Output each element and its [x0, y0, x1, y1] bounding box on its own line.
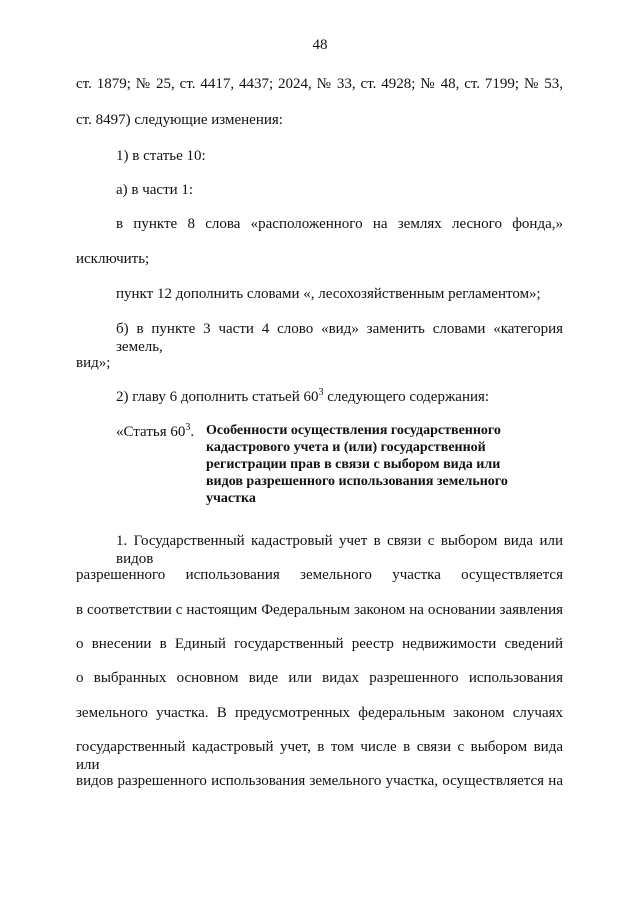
text-fragment: 2) главу 6 дополнить статьей 60: [116, 389, 319, 405]
article-label-text: «Статья 60: [116, 424, 186, 440]
text-line: исключить;: [76, 251, 150, 267]
text-line: о внесении в Единый государственный реестр недвижимости сведений: [76, 636, 563, 652]
text-line: 1. Государственный кадастровый учет в связи с выбором вида или видов: [116, 533, 563, 567]
text-line: земельного участка. В предусмотренных федеральным законом случаях: [76, 705, 563, 721]
article-label: [116, 423, 194, 441]
text-line: [116, 388, 489, 406]
text-line: 1) в статье 10:: [116, 148, 206, 164]
text-line: а) в части 1:: [116, 182, 194, 198]
text-line: ст. 1879; № 25, ст. 4417, 4437; 2024, № 33, ст. 4928; № 48, ст. 7199; № 53,: [76, 76, 563, 92]
text-line: ст. 8497) следующие изменения:: [76, 112, 283, 128]
text-line: пункт 12 дополнить словами «, лесохозяйственным регламентом»;: [116, 286, 541, 302]
superscript: 3: [185, 422, 191, 433]
text-line: в соответствии с настоящим Федеральным законом на основании заявления: [76, 602, 563, 618]
text-line: в пункте 8 слова «расположенного на землях лесного фонда,»: [116, 216, 563, 232]
article-label-dot: .: [190, 424, 195, 440]
text-line: разрешенного использования земельного участка осуществляется: [76, 567, 563, 583]
text-line: видов разрешенного использования земельного участка, осуществляется на: [76, 773, 563, 789]
text-line: вид»;: [76, 355, 111, 371]
text-line: государственный кадастровый учет, в том числе в связи с выбором вида или: [76, 739, 563, 773]
superscript: 3: [318, 387, 324, 398]
text-fragment: следующего содержания:: [323, 389, 490, 405]
article-title: Особенности осуществления государственного кадастрового учета и (или) государственной регистрации прав в связи с выбором вида или видов разрешенного использования земельного участка: [206, 423, 508, 506]
page-number: 48: [312, 37, 328, 53]
text-line: б) в пункте 3 части 4 слово «вид» заменить словами «категория земель,: [116, 321, 563, 355]
text-line: о выбранных основном виде или видах разрешенного использования: [76, 670, 563, 686]
